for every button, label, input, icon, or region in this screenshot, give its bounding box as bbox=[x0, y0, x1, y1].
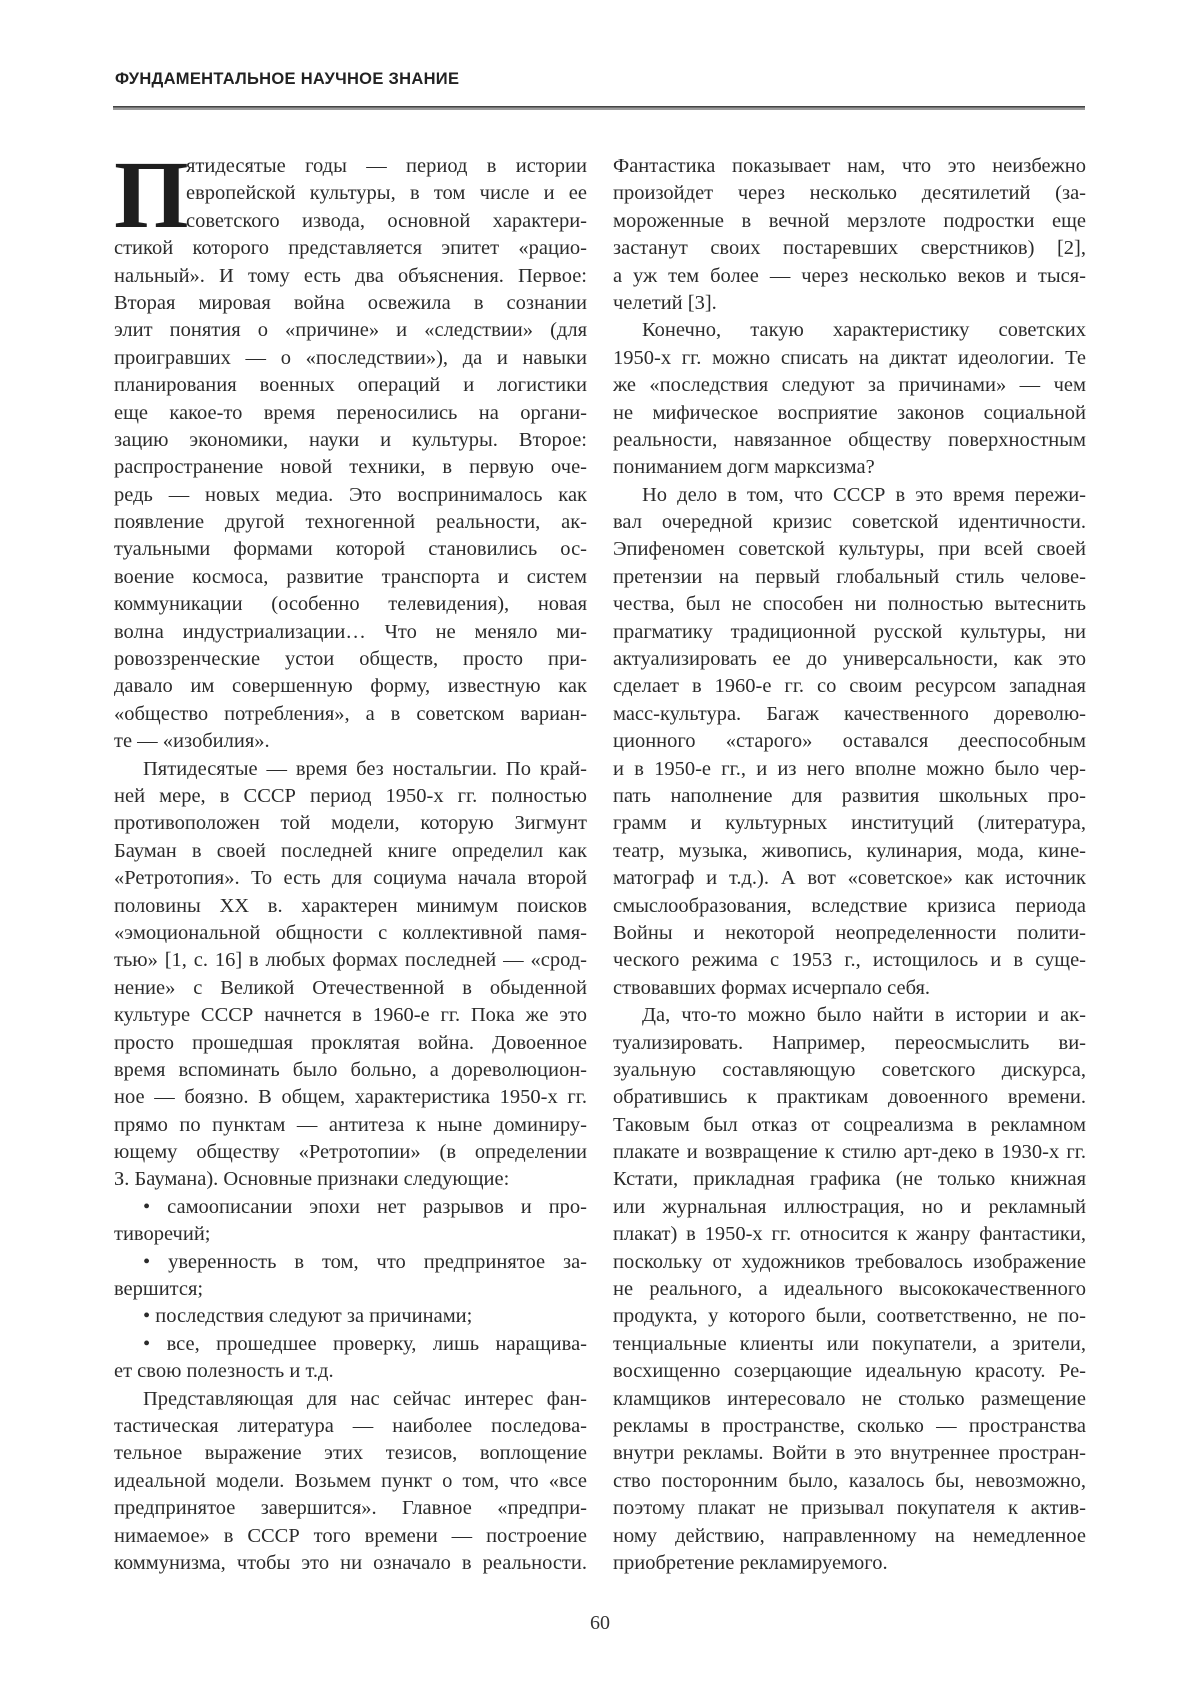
text-line: те — «изобилия». bbox=[114, 730, 270, 753]
text-line: масс-культура. Багаж качественного дореволю- bbox=[613, 702, 1086, 725]
text-line: туальными формами которой становились ос- bbox=[114, 538, 587, 561]
text-line: плакат) в 1950-х гг. относится к жанру фантастики, bbox=[613, 1223, 1086, 1246]
text-line: тиворечий; bbox=[114, 1223, 211, 1246]
paragraph bbox=[114, 756, 587, 1194]
text-line: реальности, навязанное обществу поверхностным bbox=[613, 428, 1086, 451]
text-line: Да, что-то можно было найти в истории и ак- bbox=[642, 1004, 1086, 1027]
text-line: Кстати, прикладная графика (не только книжная bbox=[613, 1168, 1086, 1191]
text-line: 1950-х гг. можно списать на диктат идеологии. Те bbox=[613, 346, 1086, 369]
text-line: актуализировать ее до универсальности, как это bbox=[613, 648, 1086, 671]
text-line: просто прошедшая проклятая война. Довоенное bbox=[114, 1031, 587, 1054]
text-line: продукта, у которого были, соответственно, не по- bbox=[613, 1305, 1086, 1328]
text-line: вал очередной кризис советской идентичности. bbox=[613, 511, 1086, 534]
text-line: идеальной модели. Возьмем пункт о том, что «все bbox=[114, 1469, 587, 1492]
text-line: предпринятое завершится». Главное «предпри- bbox=[114, 1497, 587, 1520]
text-line: обратившись к практикам довоенного времени. bbox=[613, 1086, 1086, 1109]
text-line: воение космоса, развитие транспорта и систем bbox=[114, 565, 587, 588]
text-line: «Ретротопия». То есть для социума начала второй bbox=[114, 867, 587, 890]
text-line: • последствия следуют за причинами; bbox=[143, 1305, 473, 1328]
text-line: нальный». И тому есть два объяснения. Первое: bbox=[114, 264, 587, 287]
text-line: давало им совершенную форму, известную как bbox=[114, 675, 587, 698]
text-line: • самоописании эпохи нет разрывов и про- bbox=[143, 1195, 587, 1218]
text-line: Пятидесятые — время без ностальгии. По край- bbox=[143, 757, 587, 780]
text-line: Вторая мировая война освежила в сознании bbox=[114, 291, 587, 314]
text-line: Таковым был отказ от соцреализма в рекламном bbox=[613, 1113, 1086, 1136]
text-line: Бауман в своей последней книге определил как bbox=[114, 839, 587, 862]
text-line: планирования военных операций и логистики bbox=[114, 374, 587, 397]
text-line: чества, был не способен ни полностью вытеснить bbox=[613, 593, 1086, 616]
header-rule bbox=[113, 106, 1085, 110]
text-line: Эпифеномен советской культуры, при всей своей bbox=[613, 538, 1086, 561]
text-line: «общество потребления», а в советском вариан- bbox=[114, 702, 587, 725]
text-line: половины XX в. характерен минимум поисков bbox=[114, 894, 587, 917]
page-number: 60 bbox=[590, 1612, 610, 1634]
text-line: а уж тем более — через несколько веков и тыся- bbox=[613, 264, 1086, 287]
text-line: сделает в 1960-е гг. со своим ресурсом западная bbox=[613, 675, 1086, 698]
text-line: «эмоциональной общности с коллективной памя- bbox=[114, 921, 587, 944]
text-line: поскольку от художников требовалось изображение bbox=[613, 1250, 1086, 1273]
text-line: челетий [3]. bbox=[613, 291, 717, 314]
text-line: тью» [1, с. 16] в любых формах последней — «срод- bbox=[114, 949, 587, 972]
text-line: стикой которого представляется эпитет «рацио- bbox=[114, 237, 587, 260]
text-line: прагматику традиционной русской культуры, ни bbox=[613, 620, 1086, 643]
text-line: матограф и т.д.). А вот «советское» как источник bbox=[613, 867, 1086, 890]
text-line: тастическая литература — наиболее последова- bbox=[114, 1414, 587, 1437]
text-line: редь — новых медиа. Это воспринималось как bbox=[114, 483, 587, 506]
bullet-item bbox=[114, 1194, 587, 1249]
text-line: элит понятия о «причине» и «следствии» (для bbox=[114, 319, 587, 342]
text-line: зуальную составляющую советского дискурса, bbox=[613, 1058, 1086, 1081]
text-line: претензии на первый глобальный стиль челове- bbox=[613, 565, 1086, 588]
text-line: коммуникации (особенно телевидения), новая bbox=[114, 593, 587, 616]
paragraph bbox=[613, 482, 1086, 1002]
text-line: ческого режима с 1953 г., истощилось и в суще- bbox=[613, 949, 1086, 972]
text-line: проигравших — о «последствии»), да и навыки bbox=[114, 346, 587, 369]
drop-cap: П bbox=[114, 141, 189, 248]
text-line: ней мере, в СССР период 1950-х гг. полностью bbox=[114, 784, 587, 807]
text-line: ет свою полезность и т.д. bbox=[114, 1360, 334, 1383]
text-line: не реального, а идеального высококачественного bbox=[613, 1278, 1086, 1301]
text-line: грамм и культурных институций (литература, bbox=[613, 812, 1086, 835]
text-line: ное — боязно. В общем, характеристика 1950-х гг. bbox=[114, 1086, 587, 1109]
text-line: рекламы в пространстве, сколько — пространства bbox=[613, 1414, 1086, 1437]
text-line: тельное выражение этих тезисов, воплощение bbox=[114, 1442, 587, 1465]
bullet-item bbox=[114, 1331, 587, 1386]
text-line: • все, прошедшее проверку, лишь наращива- bbox=[143, 1332, 587, 1355]
text-line: появление другой техногенной реальности, ак- bbox=[114, 511, 587, 534]
text-line: Представляющая для нас сейчас интерес фан- bbox=[143, 1387, 587, 1410]
text-line: волна индустриализации… Что не меняло ми- bbox=[114, 620, 587, 643]
text-line: ствовавших формах исчерпало себя. bbox=[613, 976, 931, 999]
text-line: внутри рекламы. Войти в это внутреннее простран- bbox=[613, 1442, 1086, 1465]
paragraph bbox=[613, 1002, 1086, 1577]
bullet-item bbox=[114, 1303, 587, 1330]
text-line: ство посторонним было, казалось бы, невозможно, bbox=[613, 1469, 1086, 1492]
text-line: плакате и возвращение к стилю арт-деко в 1930-х гг. bbox=[613, 1141, 1086, 1164]
text-line: Войны и некоторой неопределенности полити- bbox=[613, 921, 1086, 944]
text-line: еще какое-то время переносились на органи- bbox=[114, 401, 587, 424]
text-line: советского извода, основной характери- bbox=[186, 209, 587, 232]
text-line: тенциальные клиенты или покупатели, а зрители, bbox=[613, 1332, 1086, 1355]
text-line: ному действию, направленному на немедленное bbox=[613, 1524, 1086, 1547]
running-header: ФУНДАМЕНТАЛЬНОЕ НАУЧНОЕ ЗНАНИЕ bbox=[115, 70, 460, 88]
text-line: ющему обществу «Ретротопии» (в определении bbox=[114, 1141, 587, 1164]
text-line: ятидесятые годы — период в истории bbox=[186, 155, 587, 177]
bullet-item bbox=[114, 1249, 587, 1304]
text-line: Фантастика показывает нам, что это неизбежно bbox=[613, 155, 1086, 177]
text-line: смыслообразования, вследствие кризиса периода bbox=[613, 894, 1086, 917]
text-line: время вспоминать было больно, а дореволюцион- bbox=[114, 1058, 587, 1081]
text-line: мороженные в вечной мерзлоте подростки еще bbox=[613, 209, 1086, 232]
text-line: восхищенно созерцающие идеальную красоту. Ре- bbox=[613, 1360, 1086, 1383]
text-line: поэтому плакат не призывал покупателя к актив- bbox=[613, 1497, 1086, 1520]
text-line: вершится; bbox=[114, 1278, 204, 1301]
text-line: застанут своих постаревших сверстников) [2], bbox=[613, 237, 1086, 260]
text-line: театр, музыка, живопись, кулинария, мода, кине- bbox=[613, 839, 1086, 862]
paragraph bbox=[613, 317, 1086, 481]
text-line: произойдет через несколько десятилетий (за- bbox=[613, 182, 1086, 205]
text-line: туализировать. Например, переосмыслить ви- bbox=[613, 1031, 1086, 1054]
text-line: не мифическое восприятие законов социальной bbox=[613, 401, 1086, 424]
text-line: зацию экономики, науки и культуры. Второе: bbox=[114, 428, 587, 451]
text-line: Но дело в том, что СССР в это время пережи- bbox=[642, 483, 1086, 506]
text-line: или журнальная иллюстрация, но и рекламный bbox=[613, 1195, 1086, 1218]
text-line: пать наполнение для развития школьных про- bbox=[613, 784, 1086, 807]
text-line: противоположен той модели, которую Зигмунт bbox=[114, 812, 587, 835]
text-line: нимаемое» в СССР того времени — построение bbox=[114, 1524, 587, 1547]
text-line: европейской культуры, в том числе и ее bbox=[186, 182, 587, 205]
column-right bbox=[613, 153, 1086, 1577]
text-line: ровоззренческие устои обществ, просто при- bbox=[114, 648, 587, 671]
text-line: культуре СССР начнется в 1960-е гг. Пока же это bbox=[114, 1004, 587, 1027]
text-line: Конечно, такую характеристику советских bbox=[642, 319, 1086, 342]
text-line: коммунизма, чтобы это ни означало в реальности. bbox=[114, 1551, 587, 1574]
text-line: распространение новой техники, в первую оче- bbox=[114, 456, 587, 479]
text-line: прямо по пунктам — антитеза к ныне доминиру- bbox=[114, 1113, 587, 1136]
column-left bbox=[114, 141, 587, 1577]
text-line: кламщиков интересовало не столько размещение bbox=[613, 1387, 1086, 1410]
text-line: пониманием догм марксизма? bbox=[613, 456, 875, 479]
text-line: ционного «старого» оставался дееспособным bbox=[613, 730, 1086, 753]
text-line: • уверенность в том, что предпринятое за- bbox=[143, 1250, 587, 1273]
text-line: приобретение рекламируемого. bbox=[613, 1551, 888, 1574]
text-line: нение» с Великой Отечественной в обыденной bbox=[114, 976, 587, 999]
text-line: и в 1950-е гг., и из него вполне можно было чер- bbox=[613, 757, 1086, 780]
text-line: З. Баумана). Основные признаки следующие: bbox=[114, 1168, 510, 1191]
paragraph bbox=[613, 153, 1086, 317]
paragraph bbox=[114, 1386, 587, 1578]
text-line: же «последствия следуют за причинами» — чем bbox=[613, 374, 1086, 397]
